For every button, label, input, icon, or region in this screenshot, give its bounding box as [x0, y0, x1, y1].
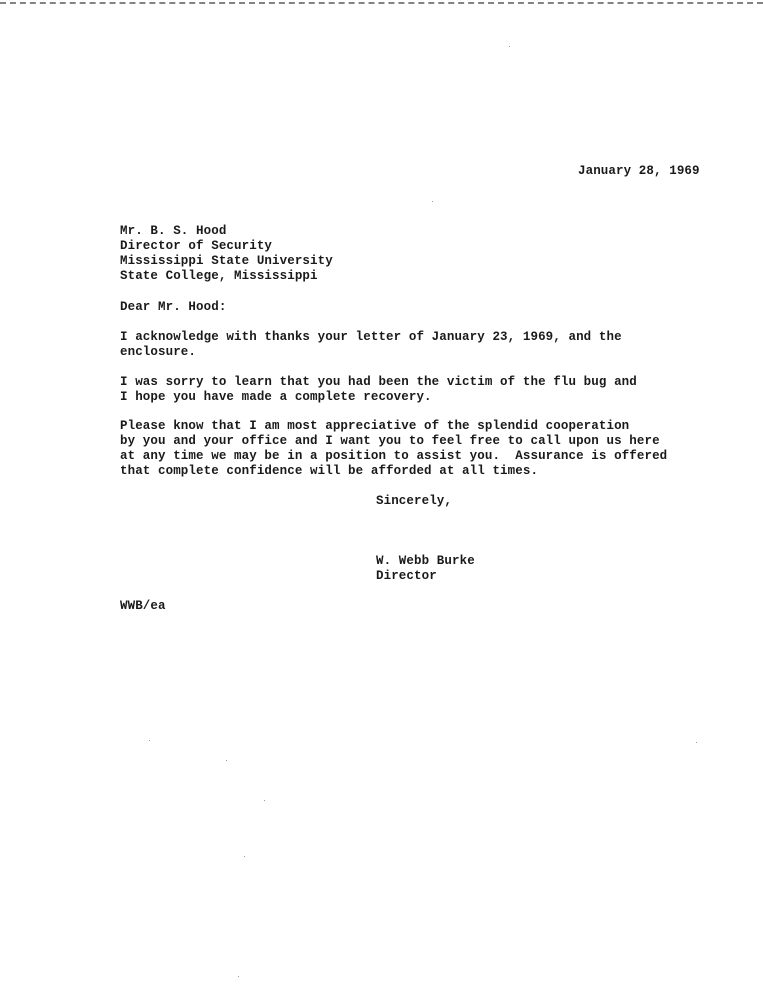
body-line: by you and your office and I want you to feel free to call upon us here — [120, 434, 660, 448]
body-line: at any time we may be in a position to assist you. Assurance is offered — [120, 449, 668, 463]
recipient-line: Mr. B. S. Hood — [120, 224, 227, 238]
scan-speck — [696, 742, 697, 743]
body-line: I hope you have made a complete recovery. — [120, 390, 432, 404]
scan-speck — [244, 856, 245, 857]
scan-speck — [509, 46, 510, 47]
salutation: Dear Mr. Hood: — [120, 300, 227, 314]
scan-speck — [226, 760, 227, 761]
scan-speck — [432, 201, 433, 202]
recipient-line: Director of Security — [120, 239, 273, 253]
reference-initials: WWB/ea — [120, 599, 166, 613]
recipient-line: Mississippi State University — [120, 254, 333, 268]
scan-speck — [264, 800, 265, 801]
body-line: that complete confidence will be afforded at all times. — [120, 464, 539, 478]
signer-title: Director — [376, 569, 437, 583]
body-line: enclosure. — [120, 345, 197, 359]
letter-date: January 28, 1969 — [578, 164, 700, 178]
recipient-line: State College, Mississippi — [120, 269, 318, 283]
body-line: Please know that I am most appreciative of the splendid cooperation — [120, 419, 630, 433]
scan-speck — [238, 976, 239, 977]
signer-name: W. Webb Burke — [376, 554, 475, 568]
top-edge-rule — [0, 2, 763, 4]
body-line: I was sorry to learn that you had been the victim of the flu bug and — [120, 375, 637, 389]
closing: Sincerely, — [376, 494, 453, 508]
scan-speck — [149, 740, 150, 741]
body-line: I acknowledge with thanks your letter of January 23, 1969, and the — [120, 330, 622, 344]
